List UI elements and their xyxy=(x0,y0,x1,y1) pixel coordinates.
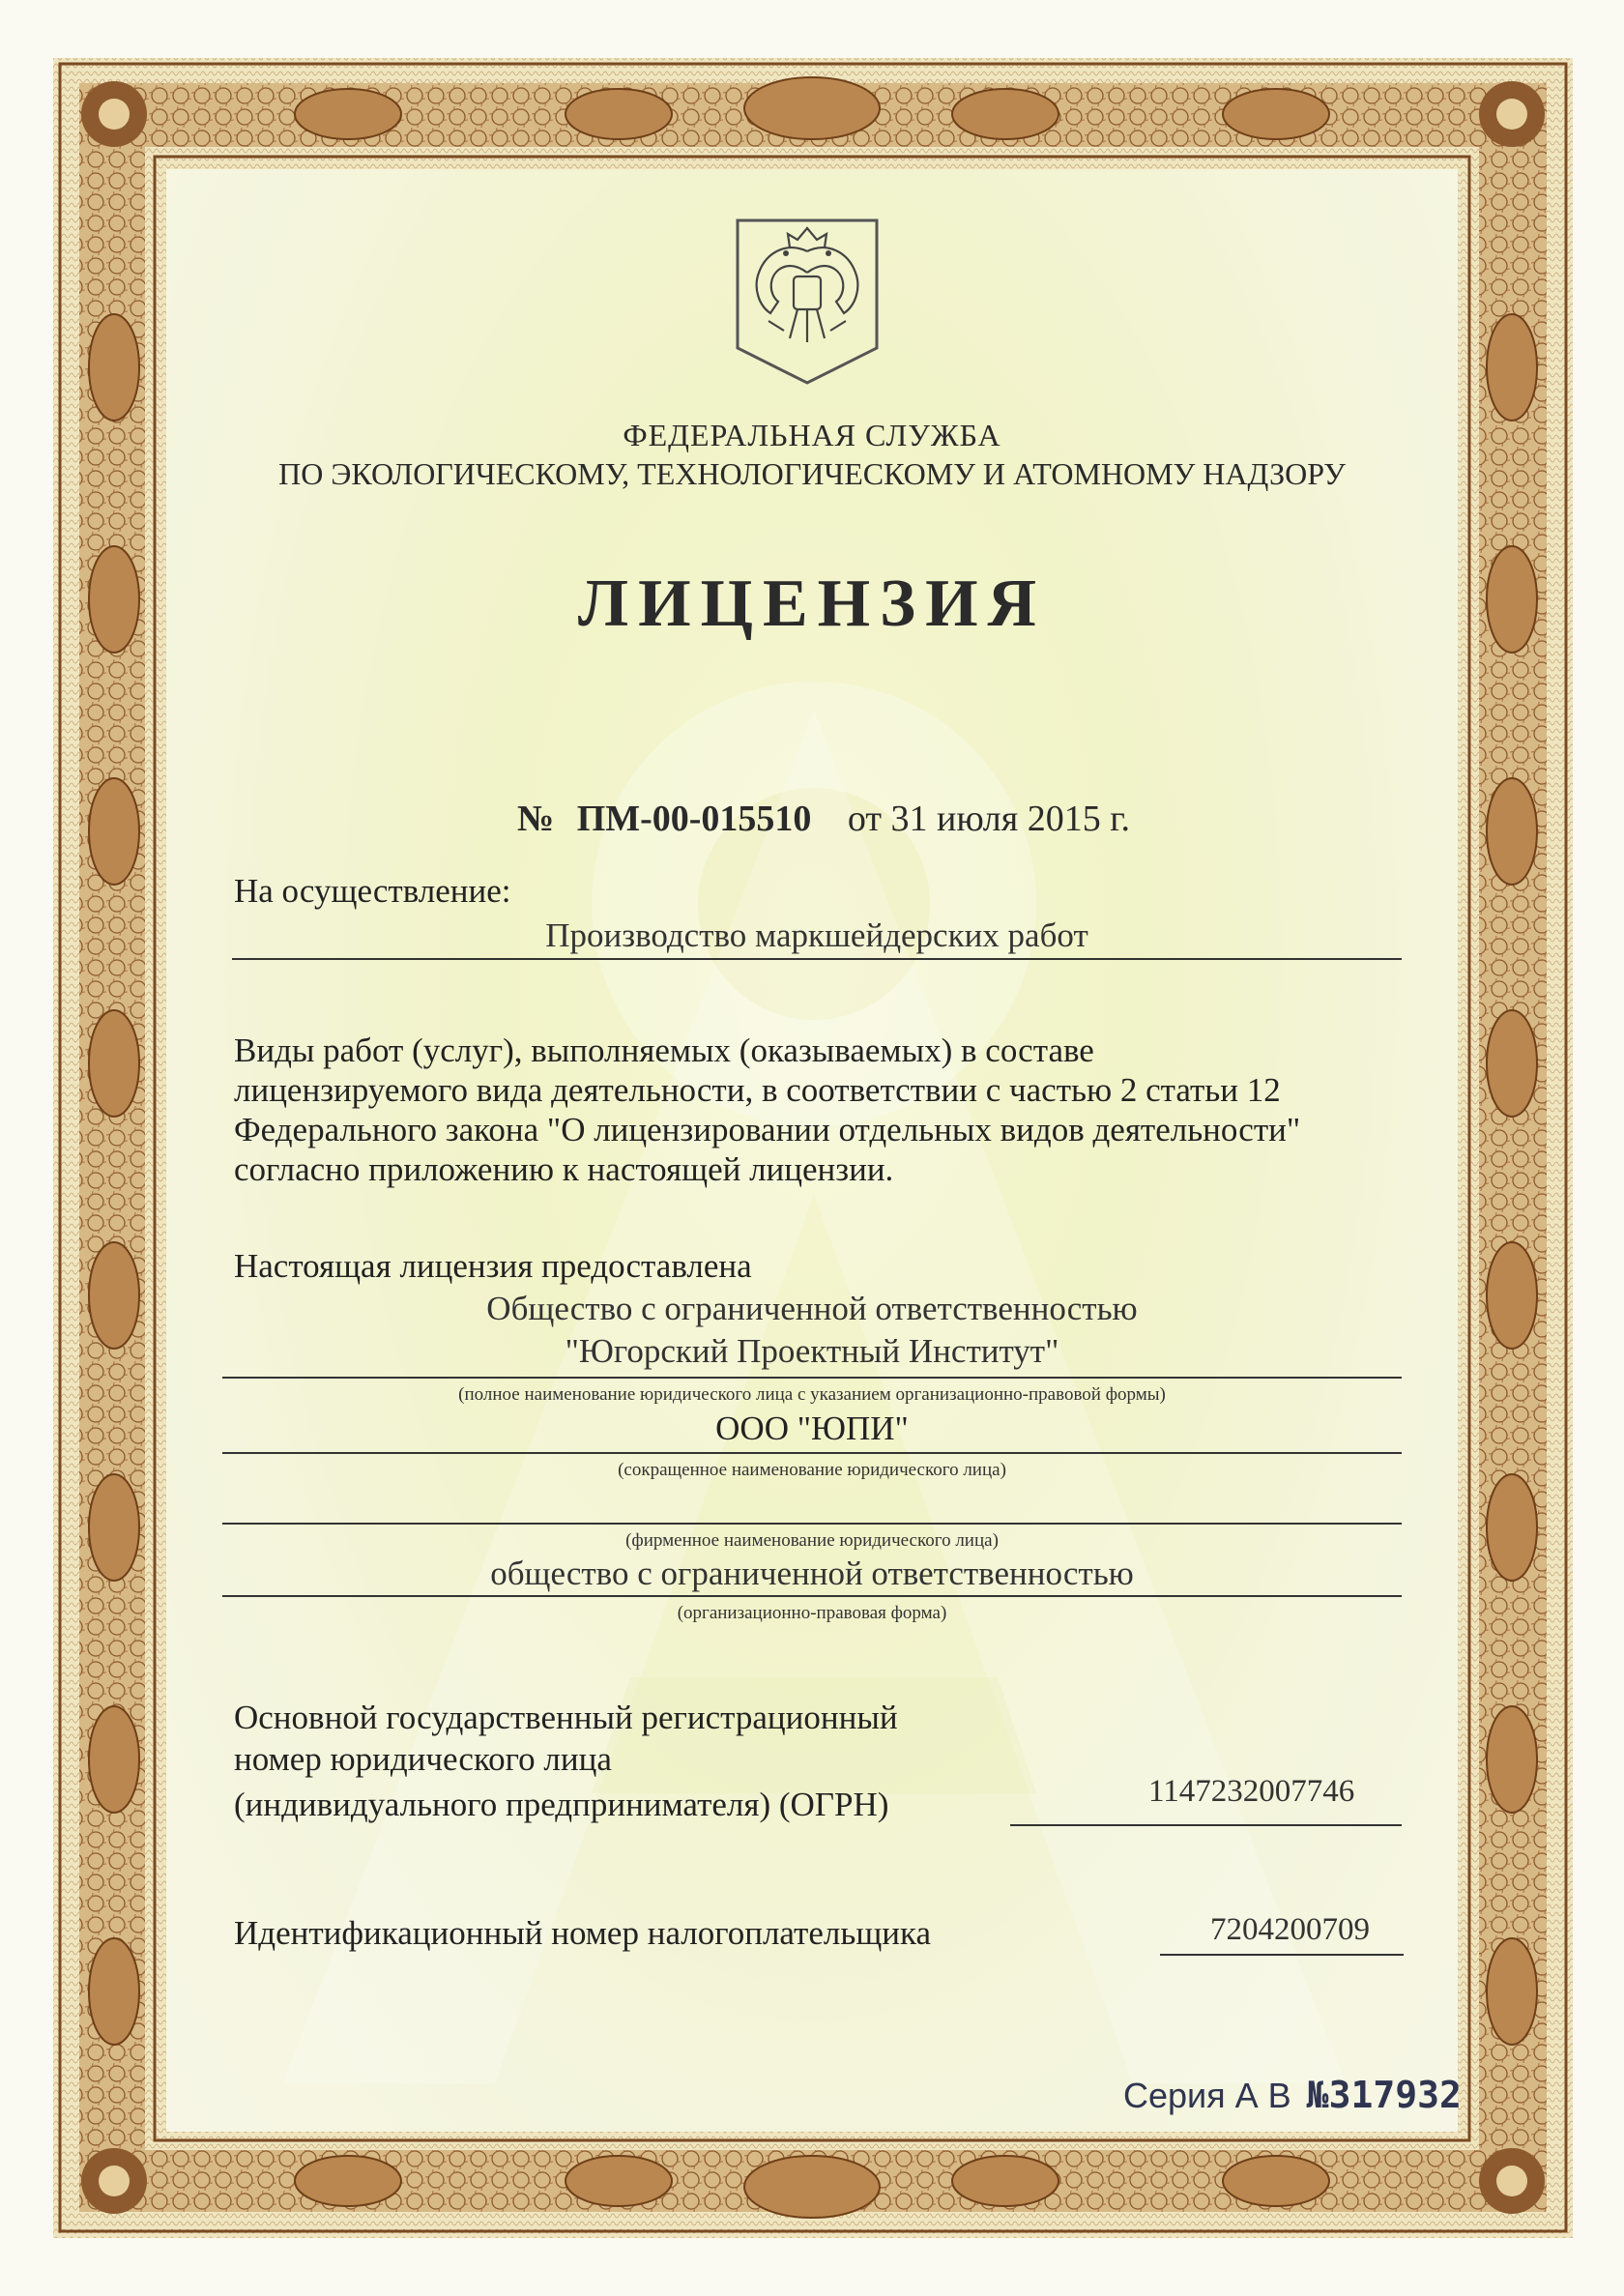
ogrn-value: 1147232007746 xyxy=(1148,1774,1355,1809)
license-number: ПМ-00-015510 xyxy=(576,799,812,839)
ogrn-label-line2: номер юридического лица xyxy=(234,1740,612,1778)
inn-underline xyxy=(1160,1954,1404,1956)
short-name-caption: (сокращенное наименование юридического лица) xyxy=(618,1460,1006,1480)
series-row xyxy=(1123,2074,1462,2116)
activity-label: На осуществление: xyxy=(234,872,511,910)
inn-value: 7204200709 xyxy=(1210,1912,1370,1947)
legal-form: общество с ограниченной ответственностью xyxy=(490,1555,1134,1592)
inn-label: Идентификационный номер налогоплательщика xyxy=(234,1914,932,1952)
agency-name-line1: ФЕДЕРАЛЬНАЯ СЛУЖБА xyxy=(623,418,1001,452)
legal-form-underline xyxy=(222,1595,1402,1597)
works-line-3: Федерального закона "О лицензировании отдельных видов деятельности" xyxy=(234,1111,1301,1148)
license-number-row xyxy=(517,798,1130,840)
full-name-line2: "Югорский Проектный Институт" xyxy=(565,1332,1059,1370)
activity-underline xyxy=(232,958,1402,960)
works-line-2: лицензируемого вида деятельности, в соответствии с частью 2 статьи 12 xyxy=(234,1071,1281,1109)
grantee-label: Настоящая лицензия предоставлена xyxy=(234,1247,752,1285)
document-title: ЛИЦЕНЗИЯ xyxy=(577,567,1047,641)
activity-value: Производство маркшейдерских работ xyxy=(545,916,1088,954)
license-date: от 31 июля 2015 г. xyxy=(847,799,1131,839)
legal-form-caption: (организационно-правовая форма) xyxy=(677,1603,947,1623)
ogrn-underline xyxy=(1010,1824,1402,1826)
short-name: ООО "ЮПИ" xyxy=(715,1410,909,1447)
russian-coat-of-arms-icon xyxy=(730,213,884,387)
works-line-4: согласно приложению к настоящей лицензии. xyxy=(234,1150,894,1188)
series-number: №317932 xyxy=(1306,2074,1462,2116)
brand-name-underline xyxy=(222,1523,1402,1525)
full-name-line1: Общество с ограниченной ответственностью xyxy=(486,1290,1138,1327)
series-label: Серия А В xyxy=(1123,2076,1291,2115)
agency-name-line2: ПО ЭКОЛОГИЧЕСКОМУ, ТЕХНОЛОГИЧЕСКОМУ И АТОМНОМУ НАДЗОРУ xyxy=(278,456,1346,491)
brand-name-caption: (фирменное наименование юридического лица) xyxy=(625,1530,999,1551)
number-sign: № xyxy=(517,799,555,839)
full-name-caption: (полное наименование юридического лица с указанием организационно-правовой формы) xyxy=(458,1384,1166,1405)
ogrn-label-line3: (индивидуального предпринимателя) (ОГРН) xyxy=(234,1786,889,1823)
short-name-underline xyxy=(222,1452,1402,1454)
works-line-1: Виды работ (услуг), выполняемых (оказываемых) в составе xyxy=(234,1032,1094,1069)
full-name-underline xyxy=(222,1377,1402,1379)
ogrn-label-line1: Основной государственный регистрационный xyxy=(234,1699,898,1736)
